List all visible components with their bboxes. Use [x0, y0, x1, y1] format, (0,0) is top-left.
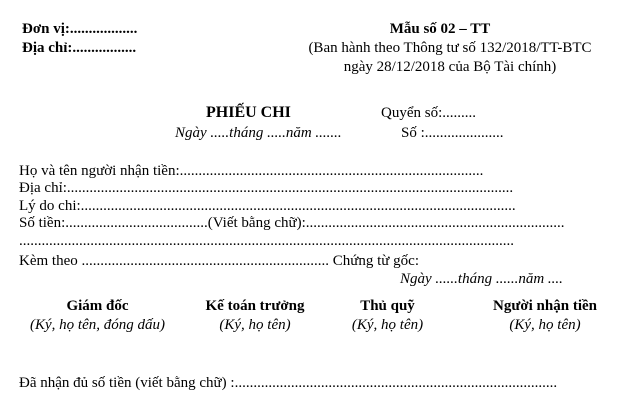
signature-note-director: (Ký, họ tên, đóng dấu) — [30, 317, 165, 333]
book-number-field: Quyển số:......... — [381, 105, 476, 121]
page-title: PHIẾU CHI — [206, 104, 291, 121]
signature-role-recipient: Người nhận tiền — [493, 298, 597, 314]
voucher-number-field: Số :..................... — [401, 125, 504, 141]
received-amount-field: Đã nhận đủ số tiền (viết bằng chữ) :...................................................................................... — [19, 375, 558, 391]
issued-by-line-1: (Ban hành theo Thông tư số 132/2018/TT-BTC — [308, 40, 592, 56]
unit-field: Đơn vị:.................. — [22, 21, 138, 37]
recipient-field: Họ và tên người nhận tiền:................................................................................. — [19, 163, 484, 179]
signature-note-cashier: (Ký, họ tên) — [351, 317, 424, 333]
signature-note-recipient: (Ký, họ tên) — [509, 317, 581, 333]
amount-continuation-line: .................................................................................................................................... — [19, 233, 514, 249]
signature-role-chief-accountant: Kế toán trưởng — [205, 298, 305, 314]
form-code: Mẫu số 02 – TT — [389, 21, 491, 37]
attached-documents-field: Kèm theo .................................................................. Chứng từ gốc: — [19, 253, 419, 269]
date-line: Ngày .....tháng .....năm ....... — [175, 125, 342, 141]
issued-by-line-2: ngày 28/12/2018 của Bộ Tài chính) — [343, 59, 557, 75]
address-header-field: Địa chỉ:................. — [22, 40, 137, 56]
signature-role-cashier: Thủ quỹ — [360, 298, 415, 314]
second-date-line: Ngày ......tháng ......năm .... — [400, 271, 563, 287]
address-field: Địa chỉ:....................................................................................................................... — [19, 180, 514, 196]
amount-field: Số tiền:......................................(Viết bằng chữ):..................................................................... — [19, 215, 565, 231]
reason-field: Lý do chi:.................................................................................................................... — [19, 198, 516, 214]
signature-role-director: Giám đốc — [66, 298, 129, 314]
signature-note-chief-accountant: (Ký, họ tên) — [219, 317, 291, 333]
